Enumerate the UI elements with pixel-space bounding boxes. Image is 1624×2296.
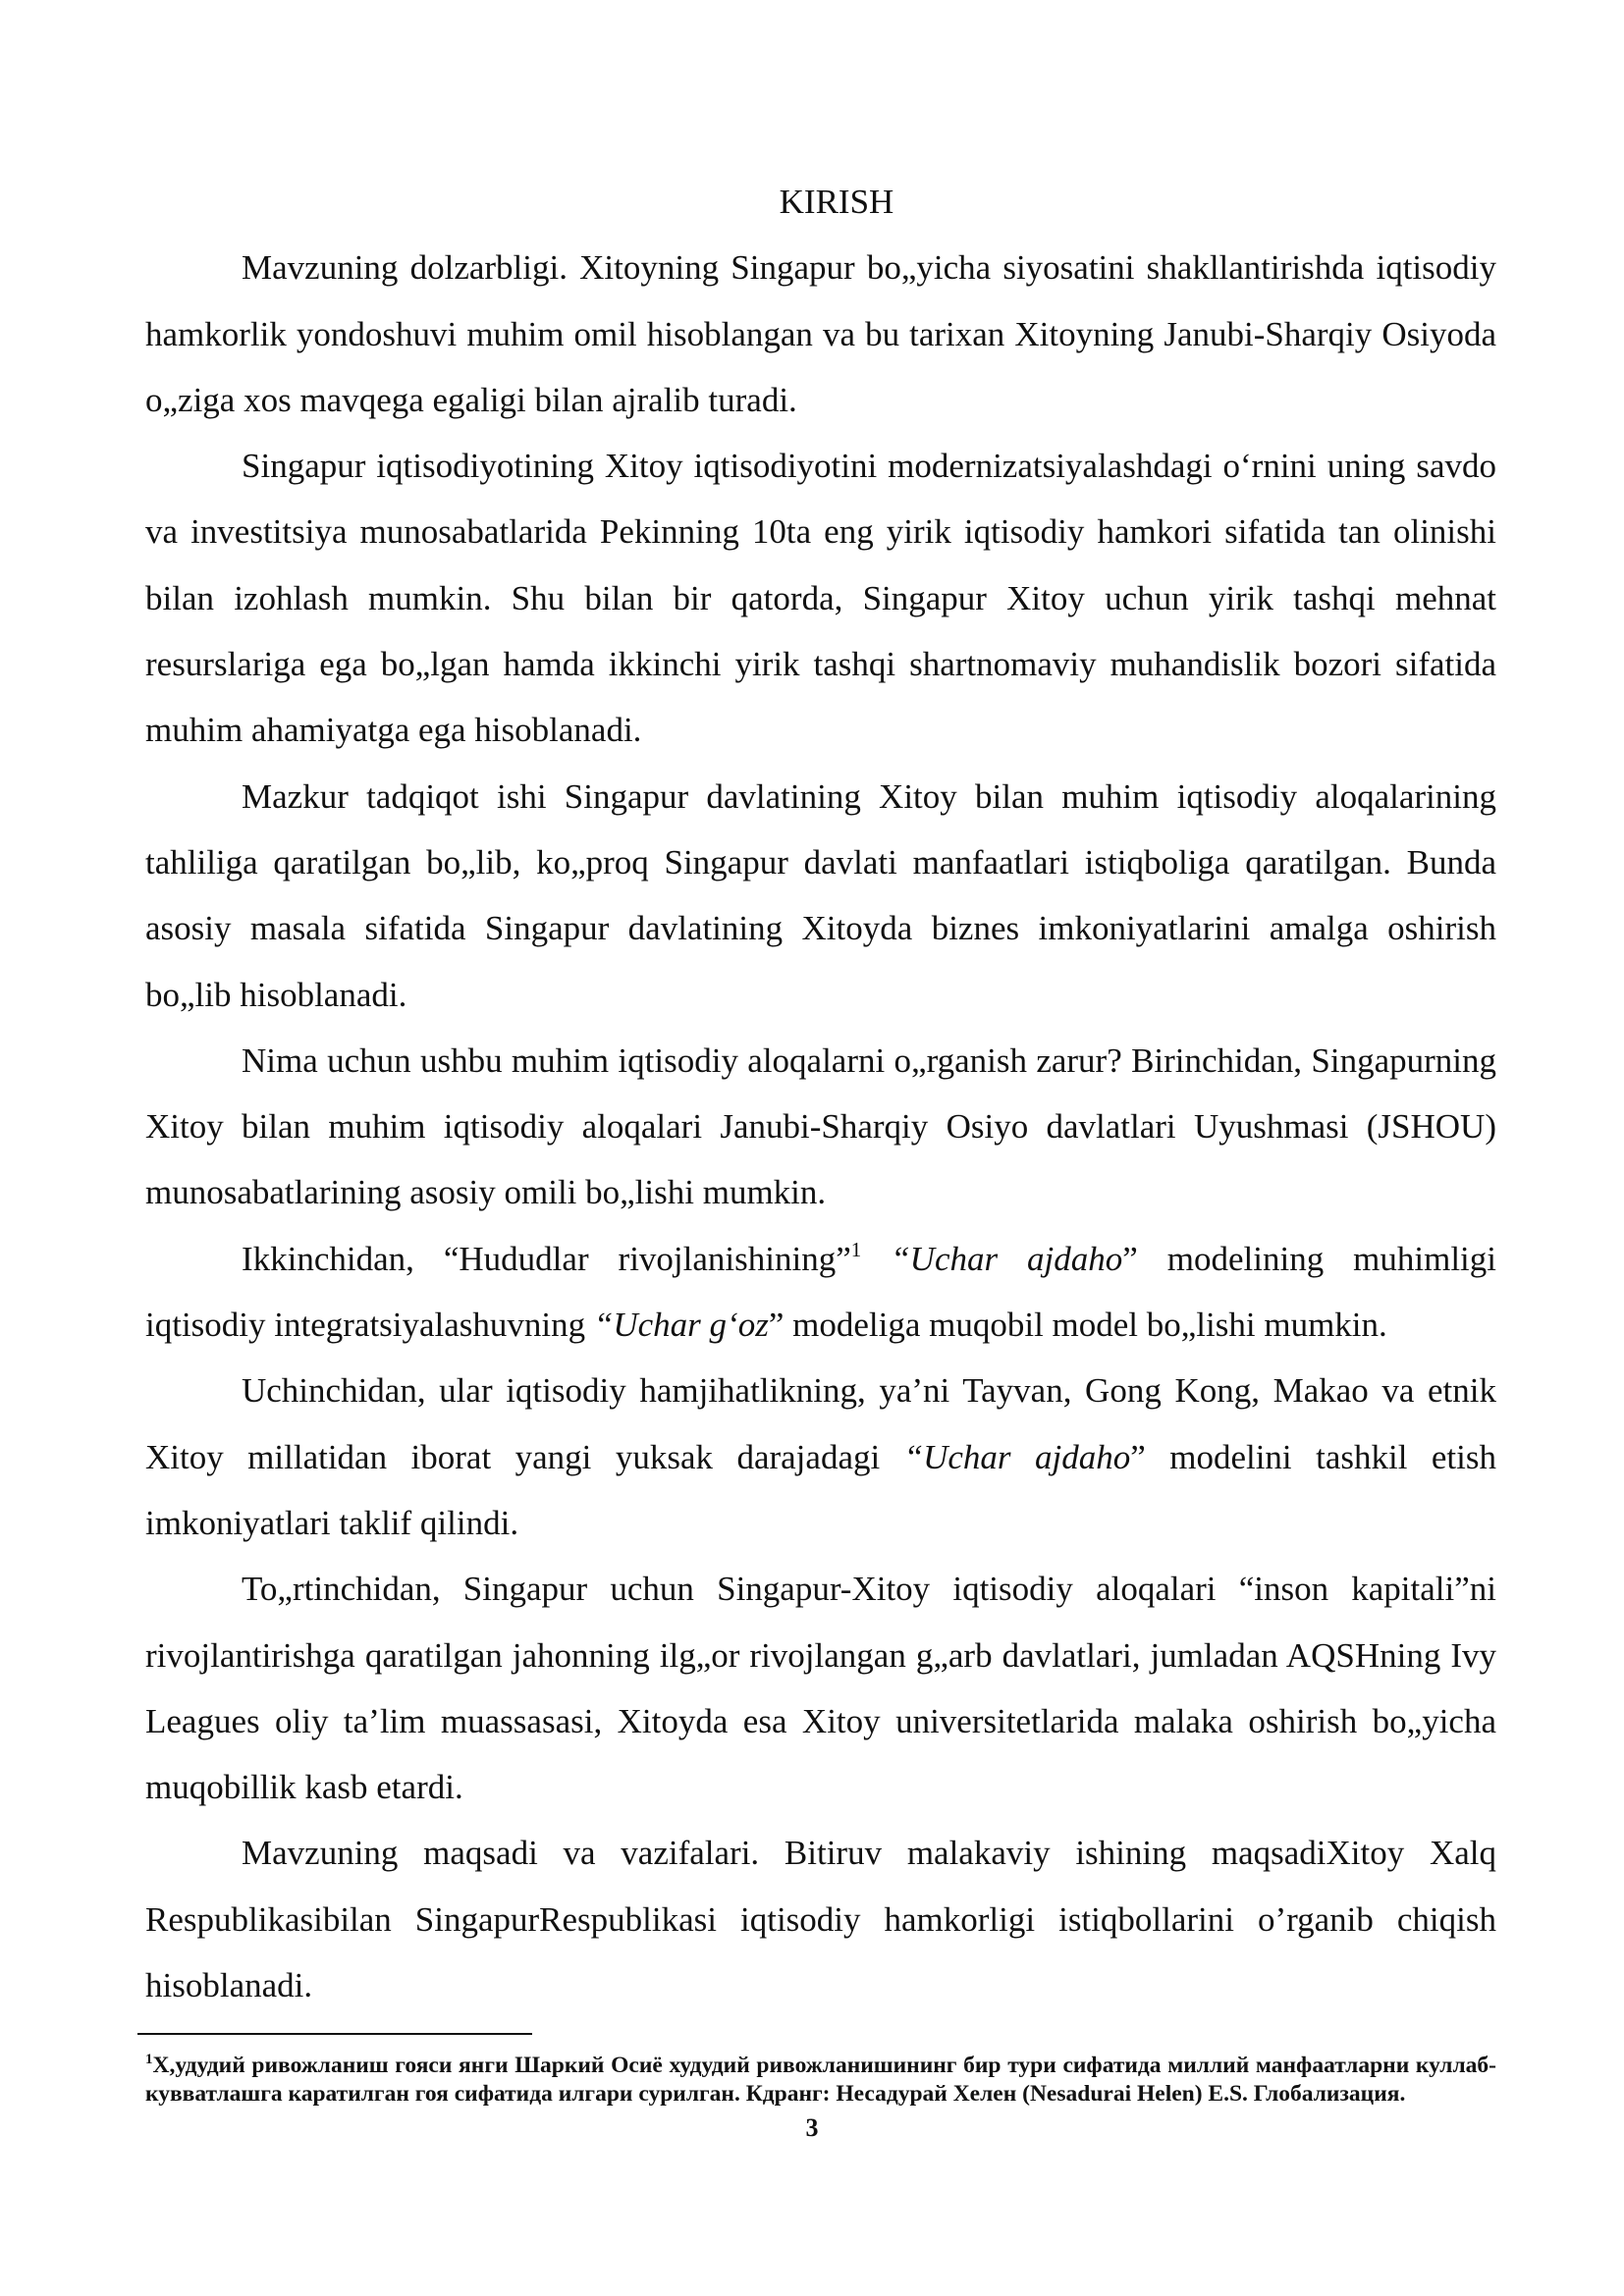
paragraph-goals: Mavzuning maqsadi va vazifalari. Bitiruv malakaviy ishining maqsadiXitoy Xalq Respublikasibilan SingapurRespublikasi iqtisodiy hamkorligi istiqbollarini o’rganib chiqish hisoblanadi. [145, 1834, 1496, 2005]
page-title: KIRISH [779, 183, 894, 221]
paragraph-third-reason [145, 1358, 1496, 1556]
paragraph-third-reason-text-2: ” modelini tashkil etish imkoniyatlari taklif qilindi. [145, 1437, 1496, 1542]
paragraph-first-reason: Nima uchun ushbu muhim iqtisodiy aloqalarni o„rganish zarur? Birinchidan, Singapurning Xitoy bilan muhim iqtisodiy aloqalari Janubi-Sharqiy Osiyo davlatlari Uyushmasi (JSHOU) munosabatlarining asosiy omili bo„lishi mumkin. [145, 1041, 1496, 1212]
paragraph-relevance: Mavzuning dolzarbligi. Xitoyning Singapur bo„yicha siyosatini shakllantirishda iqtisodiy hamkorlik yondoshuvi muhim omil hisoblangan va bu tarixan Xitoyning Janubi-Sharqiy Osiyoda o„ziga xos mavqega egaligi bilan ajralib turadi. [145, 248, 1496, 419]
flying-dragon-term-2: “Uchar ajdaho [903, 1437, 1131, 1476]
paragraph-fourth-reason: To„rtinchidan, Singapur uchun Singapur-Xitoy iqtisodiy aloqalari “inson kapitali”ni rivojlantirishga qaratilgan jahonning ilg„or rivojlangan g„arb davlatlari, jumladan AQSHning Ivy Leagues oliy ta’lim muassasasi, Xitoyda esa Xitoy universitetlarida malaka oshirish bo„yicha muqobillik kasb etardi. [145, 1570, 1496, 1807]
footnote-separator [137, 2033, 532, 2035]
paragraph-second-reason-text-3: ” modeliga muqobil model bo„lishi mumkin. [768, 1306, 1387, 1345]
paragraph-singapore-economy: Singapur iqtisodiyotining Xitoy iqtisodiyotini modernizatsiyalashdagi oʻrnini uning savdo va investitsiya munosabatlarida Pekinning 10ta eng yirik iqtisodiy hamkori sifatida tan olinishi bilan izohlash mumkin. Shu bilan bir qatorda, Singapur Xitoy uchun yirik tashqi mehnat resurslariga ega bo„lgan hamda ikkinchi yirik tashqi shartnomaviy muhandislik bozori sifatida muhim ahamiyatga ega hisoblanadi. [145, 447, 1496, 750]
paragraph-second-reason-text-2: ” modelining muhimligi iqtisodiy integratsiyalashuvning [145, 1239, 1496, 1345]
page-number: 3 [805, 2113, 819, 2142]
body-text [145, 169, 1496, 2018]
flying-geese-term: “Uchar gʻoz [593, 1306, 769, 1345]
flying-dragon-term: “Uchar ajdaho [891, 1239, 1123, 1278]
paragraph-research-focus: Mazkur tadqiqot ishi Singapur davlatining Xitoy bilan muhim iqtisodiy aloqalarining tahliliga qaratilgan bo„lib, ko„proq Singapur davlati manfaatlari istiqboliga qaratilgan. Bunda asosiy masala sifatida Singapur davlatining Xitoyda biznes imkoniyatlarini amalga oshirish bo„lib hisoblanadi. [145, 776, 1496, 1014]
paragraph-second-reason-space [861, 1240, 891, 1278]
paragraph-second-reason-text-1: Ikkinchidan, “Hududlar rivojlanishining” [242, 1239, 851, 1278]
footnote-reference[interactable]: 1 [850, 1237, 862, 1261]
footnote-text: Х,удудий ривожланиш гояси янги Шаркий Осиё худудий ривожланишининг бир тури сифатида миллий манфаатларни куллаб-кувватлашга каратилган гоя сифатида илгари сурилган. Кдранг: Несадурай Хелен (Nesadurai Helen) E.S. Глобализация. [145, 2053, 1496, 2107]
footnote [145, 2052, 1496, 2108]
paragraph-second-reason [145, 1226, 1496, 1359]
paragraph-third-reason-text-1: Uchinchidan, ular iqtisodiy hamjihatlikning, ya’ni Tayvan, Gong Kong, Makao va etnik Xitoy millatidan iborat yangi yuksak darajadagi [145, 1371, 1496, 1476]
footnote-marker: 1 [145, 2052, 153, 2067]
